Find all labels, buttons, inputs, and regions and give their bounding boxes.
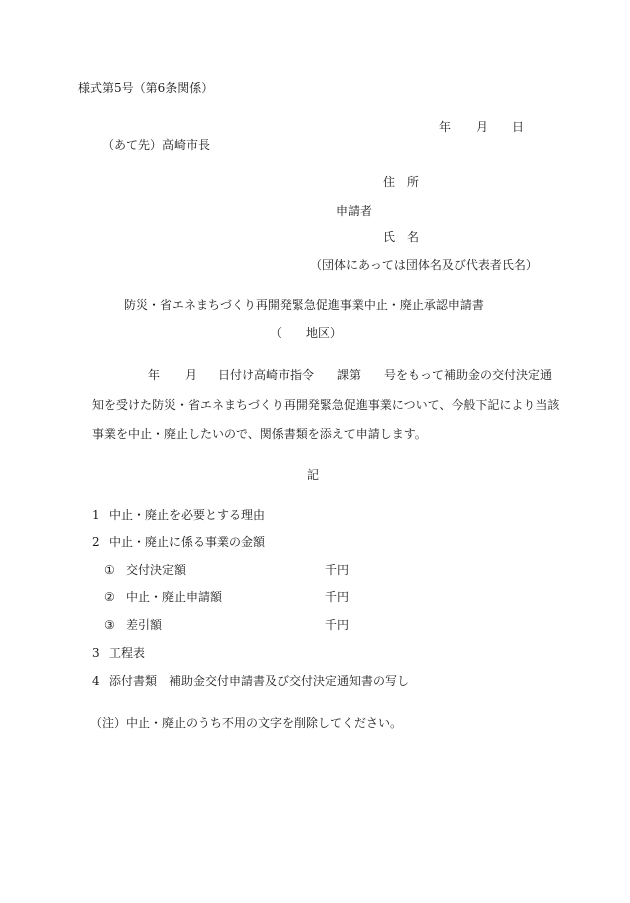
note-label: （注） <box>90 716 127 730</box>
body-text-b: 号をもって補助金の交付決定通 <box>384 368 553 382</box>
date-year: 年 <box>439 120 452 134</box>
item-4-number: 4 <box>92 674 100 688</box>
addressee: （あて先）高崎市長 <box>102 138 211 152</box>
form-number: 様式第5号（第6条関係） <box>78 81 214 95</box>
date-day: 日 <box>512 120 525 134</box>
sub-item-number: ① <box>104 563 115 577</box>
sub-item-unit: 千円 <box>325 563 350 577</box>
sub-item-label: 中止・廃止申請額 <box>126 590 223 604</box>
note-text: 中止・廃止のうち不用の文字を削除してください。 <box>126 716 403 730</box>
body-month: 月 <box>185 368 198 382</box>
date-month: 月 <box>476 120 489 134</box>
item-1-number: 1 <box>92 508 100 522</box>
sub-item-label: 差引額 <box>126 618 163 632</box>
sub-item-label: 交付決定額 <box>126 563 187 577</box>
body-line-2: 知を受けた防災・省エネまちづくり再開発緊急促進事業について、今般下記により当該 <box>92 398 560 412</box>
sub-item-unit: 千円 <box>325 618 350 632</box>
body-text-a: 日付け高崎市指令 <box>218 368 315 382</box>
applicant-label: 申請者 <box>336 204 373 218</box>
body-year: 年 <box>148 368 161 382</box>
body-line-3: 事業を中止・廃止したいので、関係書類を添えて申請します。 <box>92 427 427 441</box>
district-line: （ 地区） <box>270 326 343 340</box>
item-3-text: 工程表 <box>109 646 146 660</box>
item-2-text: 中止・廃止に係る事業の金額 <box>109 535 266 549</box>
group-note: （団体にあっては団体名及び代表者氏名） <box>310 258 538 272</box>
item-4-text: 添付書類 補助金交付申請書及び交付決定通知書の写し <box>109 674 410 688</box>
ki-heading: 記 <box>307 468 320 482</box>
name-label: 氏 名 <box>383 230 420 244</box>
sub-item-number: ② <box>104 590 115 604</box>
document-title: 防災・省エネまちづくり再開発緊急促進事業中止・廃止承認申請書 <box>124 298 484 312</box>
address-label: 住 所 <box>383 175 420 189</box>
item-2-number: 2 <box>92 535 100 549</box>
sub-item-unit: 千円 <box>325 590 350 604</box>
sub-item-number: ③ <box>104 618 115 632</box>
body-ka: 課第 <box>337 368 362 382</box>
item-3-number: 3 <box>92 646 100 660</box>
item-1-text: 中止・廃止を必要とする理由 <box>109 508 266 522</box>
